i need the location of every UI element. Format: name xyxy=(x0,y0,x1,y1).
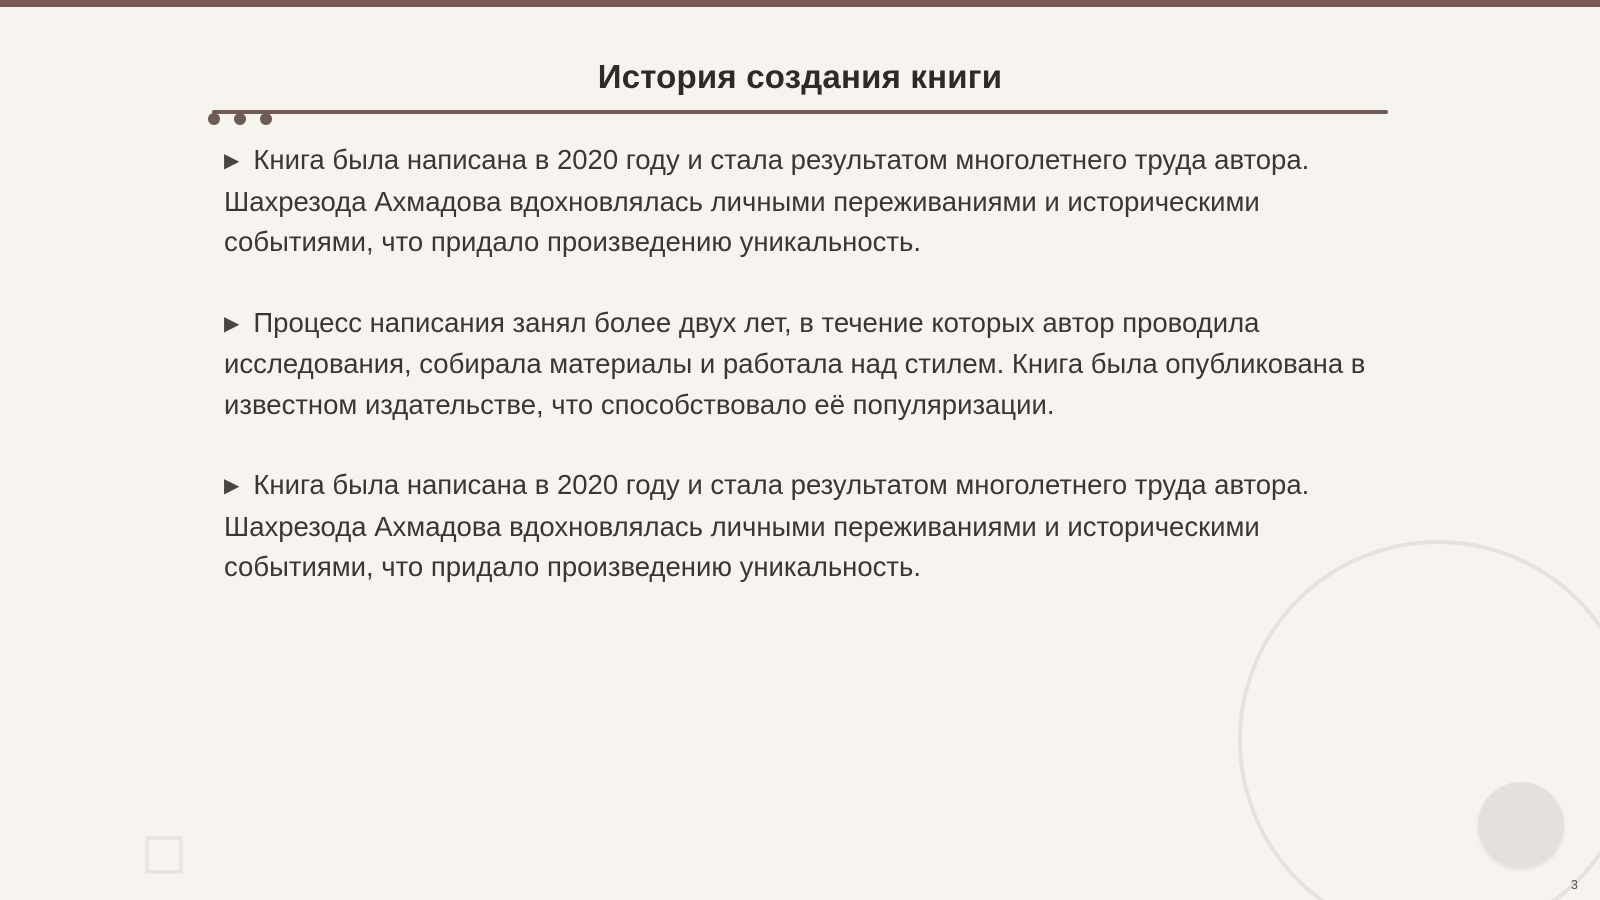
title-underline xyxy=(212,110,1388,114)
triangle-bullet-icon: ▶ xyxy=(224,475,240,497)
slide-title: История создания книги xyxy=(597,58,1003,95)
rule-dot xyxy=(260,113,272,125)
decorative-circle xyxy=(1478,782,1564,868)
paragraph-text: Книга была написана в 2020 году и стала результатом многолетнего труда автора. Шахрезода Ахмадова вдохновлялась личными переживаниями и историческими событиями, что придало произведению уникальность. xyxy=(224,144,1310,257)
decorative-square xyxy=(145,836,183,874)
page-number: 3 xyxy=(1570,877,1578,892)
rule-dot xyxy=(234,113,246,125)
top-accent-bar xyxy=(0,0,1600,7)
paragraph-text: Книга была написана в 2020 году и стала результатом многолетнего труда автора. Шахрезода Ахмадова вдохновлялась личными переживаниями и историческими событиями, что придало произведению уникальность. xyxy=(224,469,1310,582)
triangle-bullet-icon: ▶ xyxy=(224,312,240,335)
triangle-bullet-icon: ▶ xyxy=(224,150,240,172)
bullet-list xyxy=(224,140,1384,628)
bullet-paragraph xyxy=(224,465,1384,588)
bullet-paragraph xyxy=(224,303,1384,426)
paragraph-text: Процесс написания занял более двух лет, в течение которых автор проводила исследования, собирала материалы и работала над стилем. Книга была опубликована в известном издательстве, что способствовало её популяризации. xyxy=(224,306,1366,420)
rule-dot xyxy=(208,113,220,125)
bullet-paragraph xyxy=(224,140,1384,263)
